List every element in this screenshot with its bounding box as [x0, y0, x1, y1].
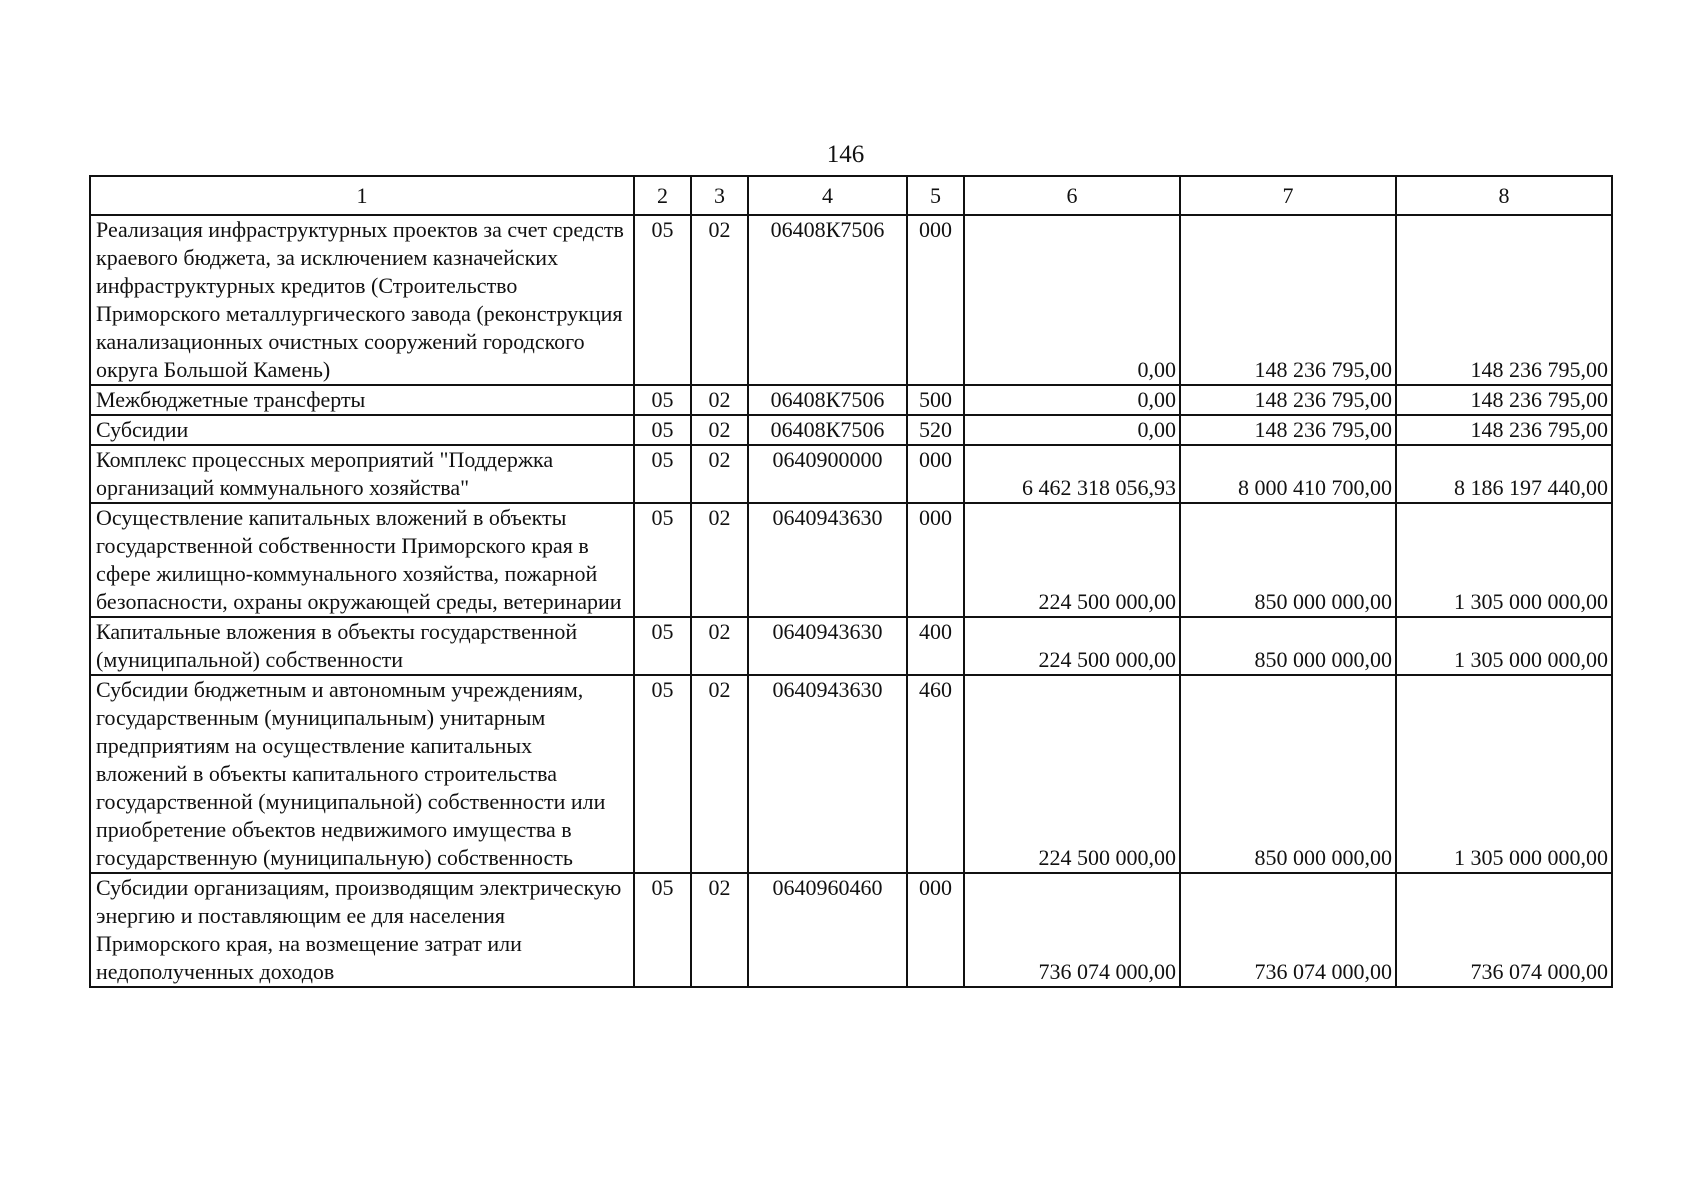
table-row: [90, 415, 1612, 445]
row-amount-col6: 6 462 318 056,93: [964, 445, 1180, 503]
column-header: 5: [907, 176, 964, 215]
row-amount-col6: 0,00: [964, 215, 1180, 385]
row-name: Субсидии организациям, производящим электрическую энергию и поставляющим ее для населения Приморского края, на возмещение затрат или недополученных доходов: [90, 873, 634, 987]
table-row: [90, 675, 1612, 873]
row-expense-type-code: 520: [907, 415, 964, 445]
row-target-code: 06408К7506: [748, 385, 907, 415]
row-expense-type-code: 460: [907, 675, 964, 873]
row-name: Субсидии: [90, 415, 634, 445]
row-subsection-code: 02: [691, 617, 748, 675]
row-section-code: 05: [634, 385, 691, 415]
row-name: Реализация инфраструктурных проектов за счет средств краевого бюджета, за исключением казначейских инфраструктурных кредитов (Строительство Приморского металлургического завода (реконструкция канализационных очистных сооружений городского округа Большой Камень): [90, 215, 634, 385]
row-section-code: 05: [634, 415, 691, 445]
row-amount-col8: 1 305 000 000,00: [1396, 503, 1612, 617]
column-header: 4: [748, 176, 907, 215]
row-subsection-code: 02: [691, 385, 748, 415]
row-section-code: 05: [634, 445, 691, 503]
row-amount-col8: 148 236 795,00: [1396, 385, 1612, 415]
table-row: [90, 617, 1612, 675]
row-amount-col6: 224 500 000,00: [964, 675, 1180, 873]
row-amount-col8: 1 305 000 000,00: [1396, 675, 1612, 873]
row-subsection-code: 02: [691, 415, 748, 445]
row-expense-type-code: 500: [907, 385, 964, 415]
row-name: Межбюджетные трансферты: [90, 385, 634, 415]
row-name: Осуществление капитальных вложений в объекты государственной собственности Приморского края в сфере жилищно-коммунального хозяйства, пожарной безопасности, охраны окружающей среды, ветеринарии: [90, 503, 634, 617]
table-row: [90, 215, 1612, 385]
row-amount-col8: 736 074 000,00: [1396, 873, 1612, 987]
table-header-row: [90, 176, 1612, 215]
table-row: [90, 385, 1612, 415]
row-name: Субсидии бюджетным и автономным учреждениям, государственным (муниципальным) унитарным предприятиям на осуществление капитальных вложений в объекты капитального строительства государственной (муниципальной) собственности или приобретение объектов недвижимого имущества в государственную (муниципальную) собственность: [90, 675, 634, 873]
row-expense-type-code: 000: [907, 503, 964, 617]
row-expense-type-code: 400: [907, 617, 964, 675]
row-subsection-code: 02: [691, 873, 748, 987]
column-header: 6: [964, 176, 1180, 215]
row-target-code: 06408К7506: [748, 215, 907, 385]
row-amount-col7: 850 000 000,00: [1180, 617, 1396, 675]
row-amount-col7: 850 000 000,00: [1180, 675, 1396, 873]
page-number: 146: [826, 141, 865, 168]
budget-table: [89, 175, 1613, 988]
column-header: 7: [1180, 176, 1396, 215]
row-subsection-code: 02: [691, 675, 748, 873]
row-amount-col6: 224 500 000,00: [964, 503, 1180, 617]
table-row: [90, 445, 1612, 503]
row-subsection-code: 02: [691, 503, 748, 617]
row-subsection-code: 02: [691, 445, 748, 503]
row-amount-col8: 148 236 795,00: [1396, 415, 1612, 445]
row-amount-col6: 224 500 000,00: [964, 617, 1180, 675]
table-row: [90, 503, 1612, 617]
row-section-code: 05: [634, 617, 691, 675]
column-header: 8: [1396, 176, 1612, 215]
row-expense-type-code: 000: [907, 873, 964, 987]
row-section-code: 05: [634, 503, 691, 617]
row-amount-col6: 736 074 000,00: [964, 873, 1180, 987]
row-section-code: 05: [634, 873, 691, 987]
row-target-code: 0640960460: [748, 873, 907, 987]
row-amount-col8: 148 236 795,00: [1396, 215, 1612, 385]
row-expense-type-code: 000: [907, 445, 964, 503]
row-amount-col8: 8 186 197 440,00: [1396, 445, 1612, 503]
row-amount-col7: 148 236 795,00: [1180, 215, 1396, 385]
column-header: 3: [691, 176, 748, 215]
row-amount-col8: 1 305 000 000,00: [1396, 617, 1612, 675]
row-target-code: 0640943630: [748, 675, 907, 873]
row-amount-col7: 736 074 000,00: [1180, 873, 1396, 987]
row-amount-col7: 148 236 795,00: [1180, 385, 1396, 415]
row-section-code: 05: [634, 675, 691, 873]
column-header: 1: [90, 176, 634, 215]
row-target-code: 06408К7506: [748, 415, 907, 445]
row-amount-col7: 850 000 000,00: [1180, 503, 1396, 617]
column-header: 2: [634, 176, 691, 215]
row-expense-type-code: 000: [907, 215, 964, 385]
row-amount-col6: 0,00: [964, 385, 1180, 415]
row-amount-col7: 8 000 410 700,00: [1180, 445, 1396, 503]
row-amount-col6: 0,00: [964, 415, 1180, 445]
row-section-code: 05: [634, 215, 691, 385]
row-target-code: 0640943630: [748, 617, 907, 675]
row-subsection-code: 02: [691, 215, 748, 385]
row-target-code: 0640943630: [748, 503, 907, 617]
row-amount-col7: 148 236 795,00: [1180, 415, 1396, 445]
table-row: [90, 873, 1612, 987]
row-name: Капитальные вложения в объекты государственной (муниципальной) собственности: [90, 617, 634, 675]
row-target-code: 0640900000: [748, 445, 907, 503]
row-name: Комплекс процессных мероприятий "Поддержка организаций коммунального хозяйства": [90, 445, 634, 503]
